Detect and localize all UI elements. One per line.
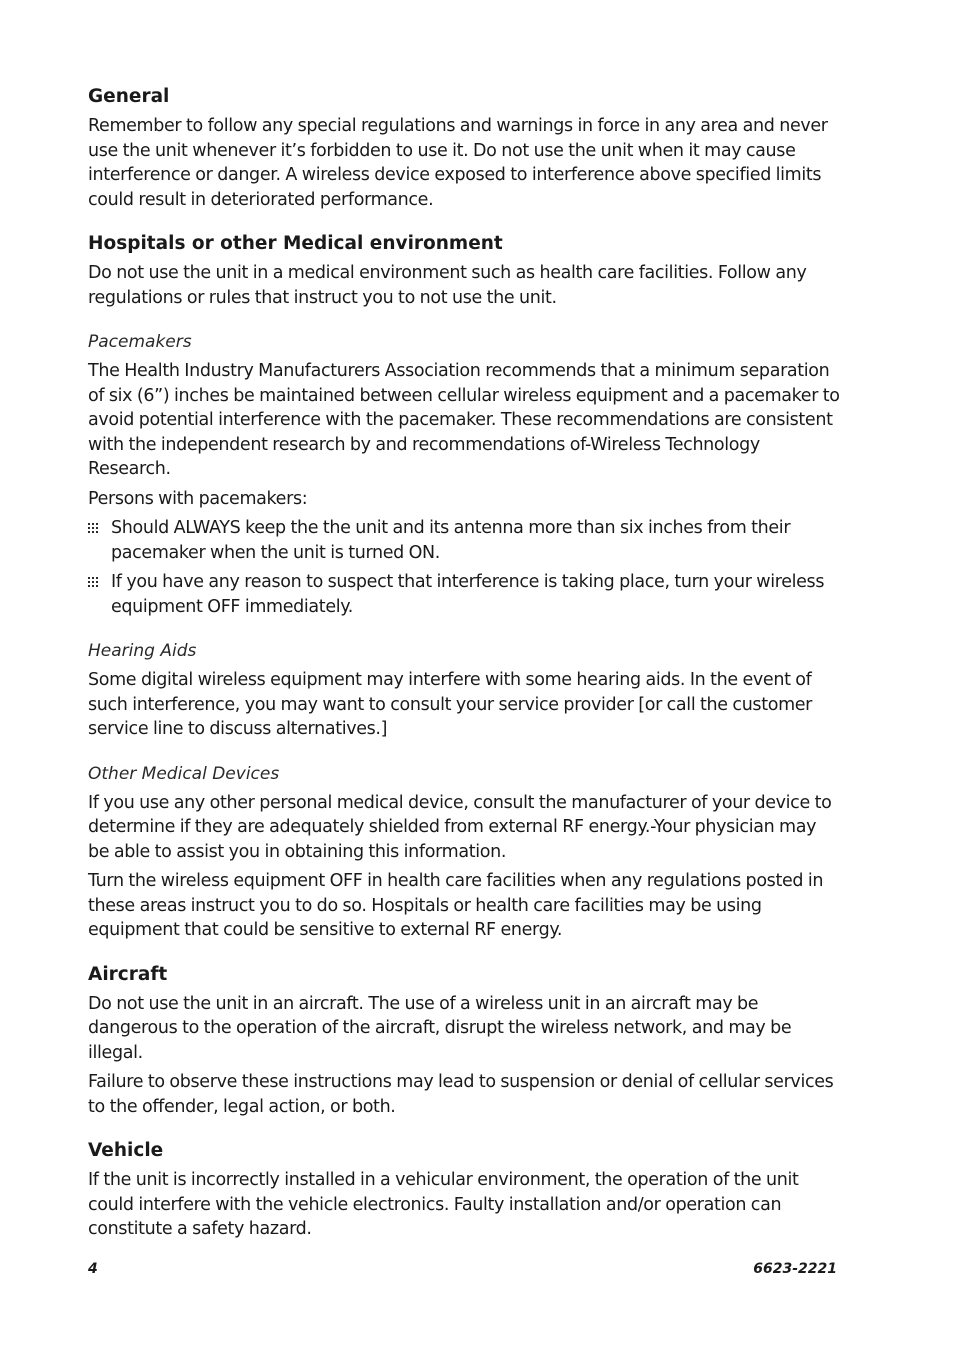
section-spacer	[88, 217, 840, 232]
paragraph: Some digital wireless equipment may interfere with some hearing aids. In the event of such interference, you may want to consult your service provider [or call the customer service line to discuss alternatives.]	[88, 670, 813, 739]
list-item-text: Should ALWAYS keep the the unit and its antenna more than six inches from their pacemaker when the unit is turned ON.	[111, 518, 791, 563]
section-spacer	[88, 948, 840, 963]
section-heading: Hospitals or other Medical environment	[88, 233, 503, 254]
dot-grid-bullet-icon	[88, 523, 100, 535]
paragraph: If the unit is incorrectly installed in a vehicular environment, the operation of the unit could interfere with the vehicle electronics. Faulty installation and/or operation can constitute a safety hazard.	[88, 1170, 799, 1239]
list-item-text: If you have any reason to suspect that interference is taking place, turn your wireless equipment OFF immediately.	[111, 572, 825, 617]
section-vehicle	[88, 1139, 840, 1242]
subsection-heading: Other Medical Devices	[88, 763, 280, 784]
section-heading: General	[88, 86, 170, 107]
section-general	[88, 85, 840, 212]
section-heading: Aircraft	[88, 963, 168, 985]
paragraph: Do not use the unit in a medical environment such as health care facilities. Follow any regulations or rules that instruct you to not use the unit.	[88, 263, 807, 308]
section-spacer	[88, 747, 840, 762]
paragraph: Turn the wireless equipment OFF in health care facilities when any regulations posted in these areas instruct you to do so. Hospitals or health care facilities may be using equipment that could be sensitive to external RF energy.	[88, 871, 824, 940]
paragraph: Do not use the unit in an aircraft. The use of a wireless unit in an aircraft may be dangerous to the operation of the aircraft, disrupt the wireless network, and may be illegal.	[88, 993, 792, 1063]
section-hospitals	[88, 232, 840, 310]
paragraph: The Health Industry Manufacturers Association recommends that a minimum separation of six (6”) inches be maintained between cellular wireless equipment and a pacemaker to avoid potential interference with the pacemaker. These recommendations are consistent with the independent research by and recommendations of-Wireless Technology Research.	[88, 361, 840, 479]
dot-grid-bullet-icon	[88, 577, 100, 589]
paragraph: If you use any other personal medical device, consult the manufacturer of your device to determine if they are adequately shielded from external RF energy.-Your physician may be able to assist you in obtaining this information.	[88, 792, 832, 862]
page-number: 4	[88, 1261, 98, 1277]
section-other-medical-devices	[88, 762, 840, 943]
paragraph: Failure to observe these instructions may lead to suspension or denial of cellular services to the offender, legal action, or both.	[88, 1072, 834, 1117]
subsection-heading: Pacemakers	[88, 332, 192, 352]
section-spacer	[88, 1124, 840, 1139]
list-item	[88, 570, 840, 619]
document-code: 6623-2221	[753, 1261, 837, 1277]
section-aircraft	[88, 963, 840, 1120]
list-item	[88, 516, 840, 565]
paragraph: Remember to follow any special regulations and warnings in force in any area and never use the unit whenever it’s forbidden to use it. Do not use the unit when it may cause interference or danger. A wireless device exposed to interference above specified limits could result in deteriorated performance.	[88, 116, 828, 210]
section-spacer	[88, 315, 840, 330]
section-spacer	[88, 624, 840, 639]
paragraph: Persons with pacemakers:	[88, 488, 308, 509]
section-heading: Vehicle	[88, 1140, 164, 1161]
section-hearing-aids	[88, 639, 840, 742]
subsection-heading: Hearing Aids	[88, 641, 197, 661]
document-body	[88, 85, 840, 1247]
section-pacemakers	[88, 330, 840, 619]
